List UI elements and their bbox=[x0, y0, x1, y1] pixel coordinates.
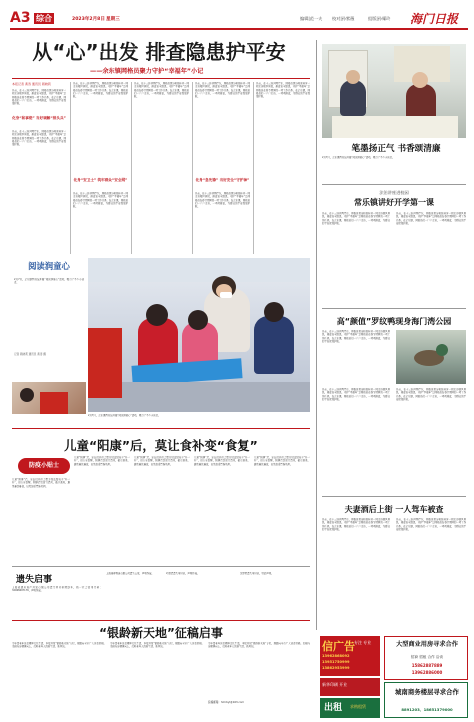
duck-body-col3: 日前，在十三纬河两岸东，网格员黄涛和张桂芳一同走访辖区居民，排查安全隐患。守护“幸福年”是网格员在春节期间的一项工作任务。在余东镇，网格员们一户户走访，一项项排查，为群众的平安保驾护航。 bbox=[396, 388, 466, 401]
reading-photo bbox=[88, 258, 310, 412]
silver-contact: 投稿邮箱：hmrbyl@163.com bbox=[208, 701, 245, 704]
children-body-col4: 儿童“阳康”后，家长们往往会想方设法给孩子“补一补”，但专家提醒，阳康后饮食宜清淡，循序渐进，避免暴饮暴食，以免加重胃肠负担。 bbox=[194, 456, 250, 466]
main-sub3: 化身“急先锋” 当好安全“守护神” bbox=[195, 178, 250, 182]
main-body-col2b: 日前，在十三纬河两岸东，网格员黄涛和张桂芳一同走访辖区居民，排查安全隐患。守护“幸福年”是网格员在春节期间的一项工作任务。在余东镇，网格员们一户户走访，一项项排查，为群众的平安保驾护航。 bbox=[73, 192, 128, 209]
main-sub2: 化身“安卫士” 筑牢群众“安全网” bbox=[73, 178, 128, 182]
silver-body-col1: 为丰富老年读者精神文化生活，本报开设“银龄新天地”专栏，现面向全市广大读者征稿。来稿内容健康向上，反映老年人的新生活、新风貌。 bbox=[12, 642, 106, 649]
main-body-col2: 日前，在十三纬河两岸东，网格员黄涛和张桂芳一同走访辖区居民，排查安全隐患。守护“幸福年”是网格员在春节期间的一项工作任务。在余东镇，网格员们一户户走访，一项项排查，为群众的平安保驾护航。 bbox=[73, 82, 128, 99]
law-body-col2: 日前，在十三纬河两岸东，网格员黄涛和张桂芳一同走访辖区居民，排查安全隐患。守护“幸福年”是网格员在春节期间的一项工作任务。在余东镇，网格员们一户户走访，一项项排查，为群众的平安保驾护航。 bbox=[396, 212, 466, 225]
reading-caption: 2月7日，余东镇图书馆开展“阅读润童心”活动，吸引了不少小读者。 bbox=[14, 278, 84, 285]
children-body-col3: 儿童“阳康”后，家长们往往会想方设法给孩子“补一补”，但专家提醒，阳康后饮食宜清淡，循序渐进，避免暴饮暴食，以免加重胃肠负担。 bbox=[134, 456, 190, 466]
silver-headline: “银龄新天地”征稿启事 bbox=[99, 626, 223, 640]
masthead bbox=[10, 8, 468, 30]
divider bbox=[322, 184, 466, 185]
ad-xin-desc: 新华印刷 开业 bbox=[322, 682, 348, 687]
page-number: A3 bbox=[10, 10, 31, 26]
divider bbox=[12, 620, 310, 621]
col-divider bbox=[131, 82, 132, 254]
law-title: 常乐镇讲好开学第一课 bbox=[354, 198, 434, 207]
reading-photo-caption: 2月7日，余东镇图书馆开展“阅读润童心”活动，吸引了不少小读者。 bbox=[88, 414, 161, 417]
main-body-col1b: 日前，在十三纬河两岸东，网格员黄涛和张桂芳一同走访辖区居民，排查安全隐患。守护“幸福年”是网格员在春节期间的一项工作任务。在余东镇，网格员们一户户走访，一项项排查，为群众的平安保驾护航。 bbox=[12, 130, 66, 147]
silver-body-col2: 为丰富老年读者精神文化生活，本报开设“银龄新天地”专栏，现面向全市广大读者征稿。来稿内容健康向上，反映老年人的新生活、新风貌。 bbox=[110, 642, 204, 649]
ad-rental-phone2: 13962886000 bbox=[411, 670, 443, 675]
ad-office-title: 城南商务楼层寻求合作 bbox=[395, 688, 459, 696]
calligraphy-title: 笔墨扬正气 书香颂清廉 bbox=[351, 144, 441, 154]
children-headline: 儿童“阳康”后，莫让食补变“食复” bbox=[64, 438, 258, 453]
main-body-col4: 日前，在十三纬河两岸东，网格员黄涛和张桂芳一同走访辖区居民，排查安全隐患。守护“幸福年”是网格员在春节期间的一项工作任务。在余东镇，网格员们一户户走访，一项项排查，为群众的平安保驾护航。 bbox=[195, 82, 250, 99]
children-body-col1: 儿童“阳康”后，家长们往往会想方设法给孩子“补一补”，但专家提醒，阳康后饮食宜清淡，循序渐进，避免暴饮暴食，以免加重胃肠负担。 bbox=[12, 478, 70, 488]
law-subtitle: 法治讲座进校园 bbox=[379, 190, 409, 195]
couple-body-col1: 日前，在十三纬河两岸东，网格员黄涛和张桂芳一同走访辖区居民，排查安全隐患。守护“幸福年”是网格员在春节期间的一项工作任务。在余东镇，网格员们一户户走访，一项项排查，为群众的平安保驾护航。 bbox=[322, 518, 390, 531]
children-tag: 防疫小贴士 bbox=[18, 458, 70, 474]
couple-body-col2: 日前，在十三纬河两岸东，网格员黄涛和张桂芳一同走访辖区居民，排查安全隐患。守护“幸福年”是网格员在春节期间的一项工作任务。在余东镇，网格员们一户户走访，一项项排查，为群众的平安保驾护航。 bbox=[396, 518, 466, 531]
reading-label-area bbox=[12, 258, 86, 382]
ad-chuzu-sub: 求购租赁 bbox=[350, 704, 366, 709]
main-byline: 本报记者 黄涛 通讯员 顾晓莉 bbox=[12, 82, 51, 86]
headline-rule bbox=[12, 78, 310, 79]
ad-office-box bbox=[384, 682, 468, 718]
lost-notice-text: 上海成德房地产开发有限公司遗失营业执照副本，统一社会信用代码：32068497176，声明作废。 bbox=[12, 586, 102, 593]
ad-chuzu bbox=[320, 698, 380, 718]
ad-chuzu-title: 出租 bbox=[324, 703, 343, 713]
divider bbox=[322, 496, 466, 497]
divider bbox=[12, 428, 310, 429]
col-divider bbox=[253, 82, 254, 254]
editor: 编辑|范一夫 bbox=[300, 16, 323, 21]
ad-office-phone: 8891203、18651379000 bbox=[401, 707, 453, 712]
main-body-col5: 日前，在十三纬河两岸东，网格员黄涛和张桂芳一同走访辖区居民，排查安全隐患。守护“幸福年”是网格员在春节期间的一项工作任务。在余东镇，网格员们一户户走访，一项项排查，为群众的平安保驾护航。 bbox=[256, 82, 310, 99]
main-body-col1: 日前，在十三纬河两岸东，网格员黄涛和张桂芳一同走访辖区居民，排查安全隐患。守护“幸福年”是网格员在春节期间的一项工作任务。在余东镇，网格员们一户户走访，一项项排查，为群众的平安保驾护航。 bbox=[12, 89, 66, 106]
photo-credit: 记者 顾晓莉 通讯员 黄涛 摄 bbox=[14, 353, 46, 356]
proofreader: 校对|孙紫薇 bbox=[332, 16, 355, 21]
divider bbox=[12, 566, 310, 567]
silver-body-col3: 为丰富老年读者精神文化生活，本报开设“银龄新天地”专栏，现面向全市广大读者征稿。来稿内容健康向上，反映老年人的新生活、新风貌。 bbox=[208, 642, 310, 649]
main-body-col3: 日前，在十三纬河两岸东，网格员黄涛和张桂芳一同走访辖区居民，排查安全隐患。守护“幸福年”是网格员在春节期间的一项工作任务。在余东镇，网格员们一户户走访，一项项排查，为群众的平安保驾护航。 bbox=[134, 82, 189, 99]
newspaper-logo: 海门日报 bbox=[410, 12, 459, 26]
section-label: 综合 bbox=[36, 14, 52, 23]
duck-body-col2: 日前，在十三纬河两岸东，网格员黄涛和张桂芳一同走访辖区居民，排查安全隐患。守护“幸福年”是网格员在春节期间的一项工作任务。在余东镇，网格员们一户户走访，一项项排查，为群众的平安保驾护航。 bbox=[322, 388, 390, 401]
ad-rental-box bbox=[384, 636, 468, 680]
calligraphy-caption: 2月7日，余东镇图书馆开展“阅读润童心”活动，吸引了不少小读者。 bbox=[322, 156, 395, 159]
reading-label: 阅读润童心 bbox=[28, 261, 70, 271]
date: 2023年2月8日 bbox=[72, 17, 105, 22]
notice-3: 叶德清遗失身份证，声明作废。 bbox=[166, 572, 200, 575]
ad-xin-tag: 专注 专业 bbox=[354, 640, 372, 645]
ad-xin bbox=[320, 636, 380, 676]
main-sub1: 化身“和事佬” 当好调解“排头兵” bbox=[12, 116, 66, 120]
duck-body-col1: 日前，在十三纬河两岸东，网格员黄涛和张桂芳一同走访辖区居民，排查安全隐患。守护“幸福年”是网格员在春节期间的一项工作任务。在余东镇，网格员们一户户走访，一项项排查，为群众的平安保驾护航。 bbox=[322, 330, 390, 343]
couple-title: 夫妻酒后上街 一人驾车被查 bbox=[344, 505, 444, 514]
weekday: 星期三 bbox=[106, 17, 120, 22]
ad-xin-lower bbox=[320, 678, 380, 696]
layout-editor: 组版|孙耀玲 bbox=[368, 16, 391, 21]
reading-photo-inset bbox=[12, 382, 86, 414]
ad-xin-phone3: 13862953999 bbox=[322, 666, 350, 670]
col-divider bbox=[70, 82, 71, 254]
notice-4: 沈婷婷遗失身份证，特此声明。 bbox=[240, 572, 274, 575]
law-body-col1: 日前，在十三纬河两岸东，网格员黄涛和张桂芳一同走访辖区居民，排查安全隐患。守护“幸福年”是网格员在春节期间的一项工作任务。在余东镇，网格员们一户户走访，一项项排查，为群众的平安保驾护航。 bbox=[322, 212, 390, 225]
ad-rental-phone1: 15862887889 bbox=[411, 663, 443, 668]
duck-title: 高“颜值”罗纹鸭现身海门湾公园 bbox=[336, 317, 452, 326]
main-headline: 从“心”出发 排查隐患护平安 bbox=[32, 40, 286, 64]
ad-xin-phone2: 13951750999 bbox=[322, 660, 350, 664]
main-subtitle: ——余东镇网格员聚力守护“幸福年”小记 bbox=[90, 68, 204, 75]
ad-xin-phone1: 13962868092 bbox=[322, 654, 350, 658]
ad-xin-brand: 信广告 bbox=[322, 640, 355, 653]
children-body-col2: 儿童“阳康”后，家长们往往会想方设法给孩子“补一补”，但专家提醒，阳康后饮食宜清淡，循序渐进，避免暴饮暴食，以免加重胃肠负担。 bbox=[74, 456, 130, 466]
ad-rental-title: 大型商业用房寻求合作 bbox=[396, 641, 458, 648]
calligraphy-photo bbox=[322, 44, 466, 138]
notice-2: 上海诚泰物流有限公司遗失公章，声明作废。 bbox=[106, 572, 154, 575]
column-divider bbox=[316, 40, 317, 630]
masthead-rule bbox=[10, 28, 468, 30]
ad-rental-desc: 招商 招租 合作 洽谈 bbox=[410, 655, 444, 659]
children-body-col5: 儿童“阳康”后，家长们往往会想方设法给孩子“补一补”，但专家提醒，阳康后饮食宜清淡，循序渐进，避免暴饮暴食，以免加重胃肠负担。 bbox=[254, 456, 310, 466]
lost-notice-title: 遗失启事 bbox=[16, 575, 53, 585]
divider bbox=[322, 308, 466, 309]
col-divider bbox=[192, 82, 193, 254]
main-body-col4b: 日前，在十三纬河两岸东，网格员黄涛和张桂芳一同走访辖区居民，排查安全隐患。守护“幸福年”是网格员在春节期间的一项工作任务。在余东镇，网格员们一户户走访，一项项排查，为群众的平安保驾护航。 bbox=[195, 192, 250, 209]
duck-photo bbox=[396, 330, 466, 384]
